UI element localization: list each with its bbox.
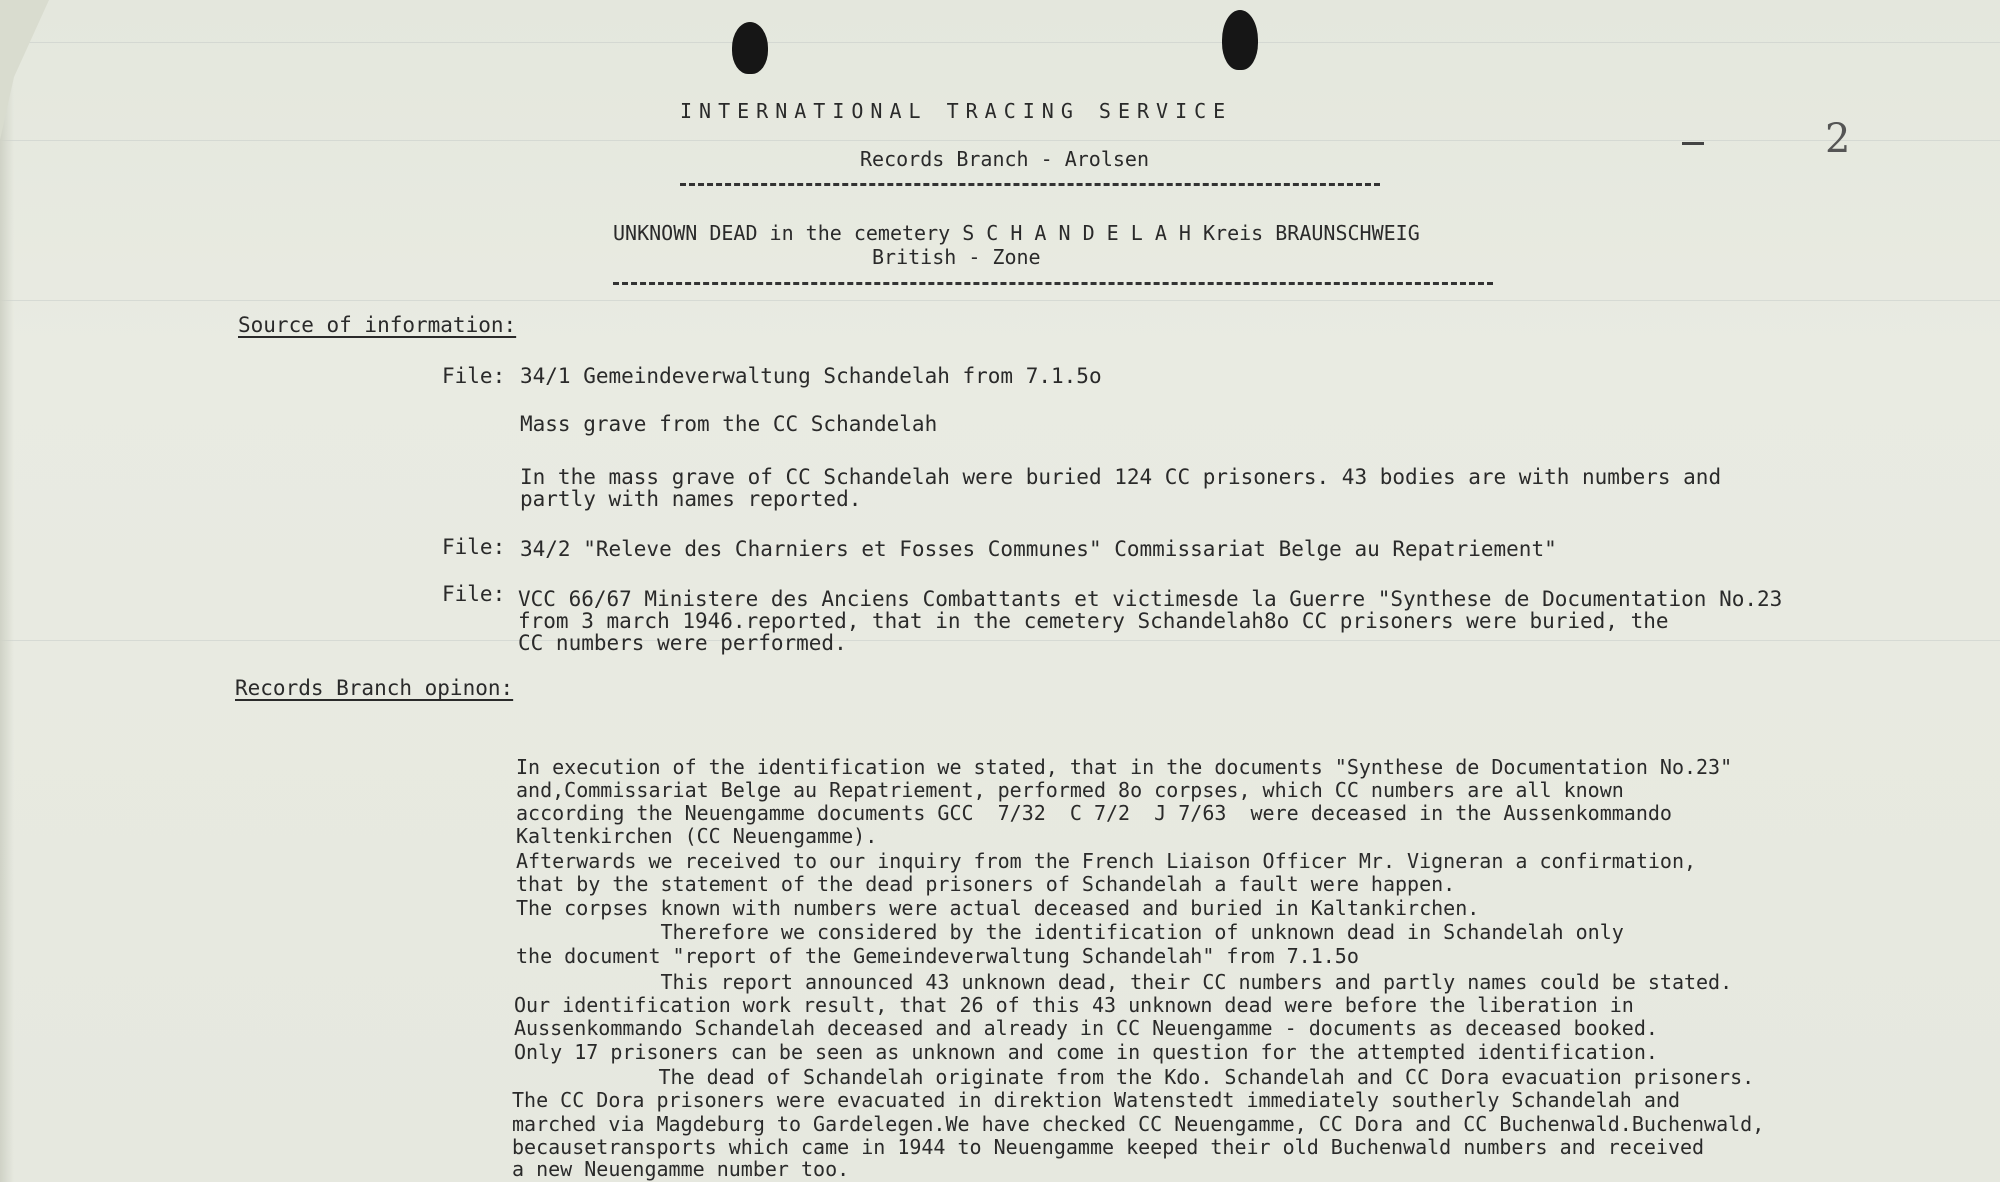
opinion-line: The CC Dora prisoners were evacuated in direktion Watenstedt immediately southerly Schandelah and xyxy=(512,1088,1680,1112)
opinion-line: Kaltenkirchen (CC Neuengamme). xyxy=(516,824,878,848)
opinion-line: Only 17 prisoners can be seen as unknown and come in question for the attempted identification. xyxy=(514,1040,1658,1064)
opinion-line: that by the statement of the dead prisoners of Schandelah a fault were happen. xyxy=(516,872,1456,896)
document-subtitle: British - Zone xyxy=(872,245,1041,269)
para1-line2: partly with names reported. xyxy=(520,487,862,511)
opinion-line: marched via Magdeburg to Gardelegen.We have checked CC Neuengamme, CC Dora and CC Buchenwald.Buchenwald, xyxy=(512,1112,1765,1136)
org-heading: INTERNATIONAL TRACING SERVICE xyxy=(680,99,1233,123)
file1-text: 34/1 Gemeindeverwaltung Schandelah from 7.1.5o xyxy=(520,364,1102,388)
file2-label: File: xyxy=(442,535,506,559)
file2-text: 34/2 "Releve des Charniers et Fosses Communes" Commissariat Belge au Repatriement" xyxy=(520,537,1557,561)
opinion-line: the document "report of the Gemeindeverwaltung Schandelah" from 7.1.5o xyxy=(516,944,1359,968)
file3-line2: from 3 march 1946.reported, that in the cemetery Schandelah8o CC prisoners were buried, the xyxy=(518,609,1669,633)
punch-hole-right xyxy=(1222,10,1258,70)
page-mark xyxy=(1682,142,1704,145)
file1-label: File: xyxy=(442,364,506,388)
header-divider xyxy=(680,183,1380,186)
opinion-line: according the Neuengamme documents GCC 7/32 C 7/2 J 7/63 were deceased in the Aussenkommando xyxy=(516,801,1672,825)
punch-hole-left xyxy=(732,22,768,74)
opinion-line: Therefore we considered by the identification of unknown dead in Schandelah only xyxy=(516,920,1624,944)
paper-edge xyxy=(0,0,14,1182)
opinion-heading: Records Branch opinon: xyxy=(235,676,514,700)
para1-line1: In the mass grave of CC Schandelah were buried 124 CC prisoners. 43 bodies are with numbers and xyxy=(520,465,1722,489)
opinion-line: Afterwards we received to our inquiry from the French Liaison Officer Mr. Vigneran a confirmation, xyxy=(516,849,1697,873)
file3-line3: CC numbers were performed. xyxy=(518,631,847,655)
source-heading: Source of information: xyxy=(238,313,517,337)
opinion-line: The corpses known with numbers were actual deceased and buried in Kaltankirchen. xyxy=(516,896,1480,920)
file3-line1: VCC 66/67 Ministere des Anciens Combattants et victimesde la Guerre "Synthese de Documentation No.23 xyxy=(518,587,1783,611)
mass-grave-note: Mass grave from the CC Schandelah xyxy=(520,412,938,436)
opinion-line: a new Neuengamme number too. xyxy=(512,1157,850,1181)
opinion-line: Our identification work result, that 26 of this 43 unknown dead were before the liberation in xyxy=(514,993,1634,1017)
opinion-line: This report announced 43 unknown dead, their CC numbers and partly names could be stated. xyxy=(516,970,1733,994)
page-number: 2 xyxy=(1825,116,1851,162)
title-divider xyxy=(613,282,1493,285)
file3-label: File: xyxy=(442,582,506,606)
opinion-line: In execution of the identification we stated, that in the documents "Synthese de Documentation No.23" xyxy=(516,755,1733,779)
opinion-line: and,Commissariat Belge au Repatriement, performed 8o corpses, which CC numbers are all known xyxy=(516,778,1624,802)
opinion-line: The dead of Schandelah originate from the Kdo. Schandelah and CC Dora evacuation prisoners. xyxy=(514,1065,1755,1089)
document-title: UNKNOWN DEAD in the cemetery S C H A N D E L A H Kreis BRAUNSCHWEIG xyxy=(613,221,1420,245)
branch-heading: Records Branch - Arolsen xyxy=(860,147,1149,171)
opinion-line: becausetransports which came in 1944 to Neuengamme keeped their old Buchenwald numbers and received xyxy=(512,1135,1705,1159)
opinion-line: Aussenkommando Schandelah deceased and already in CC Neuengamme - documents as deceased booked. xyxy=(514,1016,1658,1040)
